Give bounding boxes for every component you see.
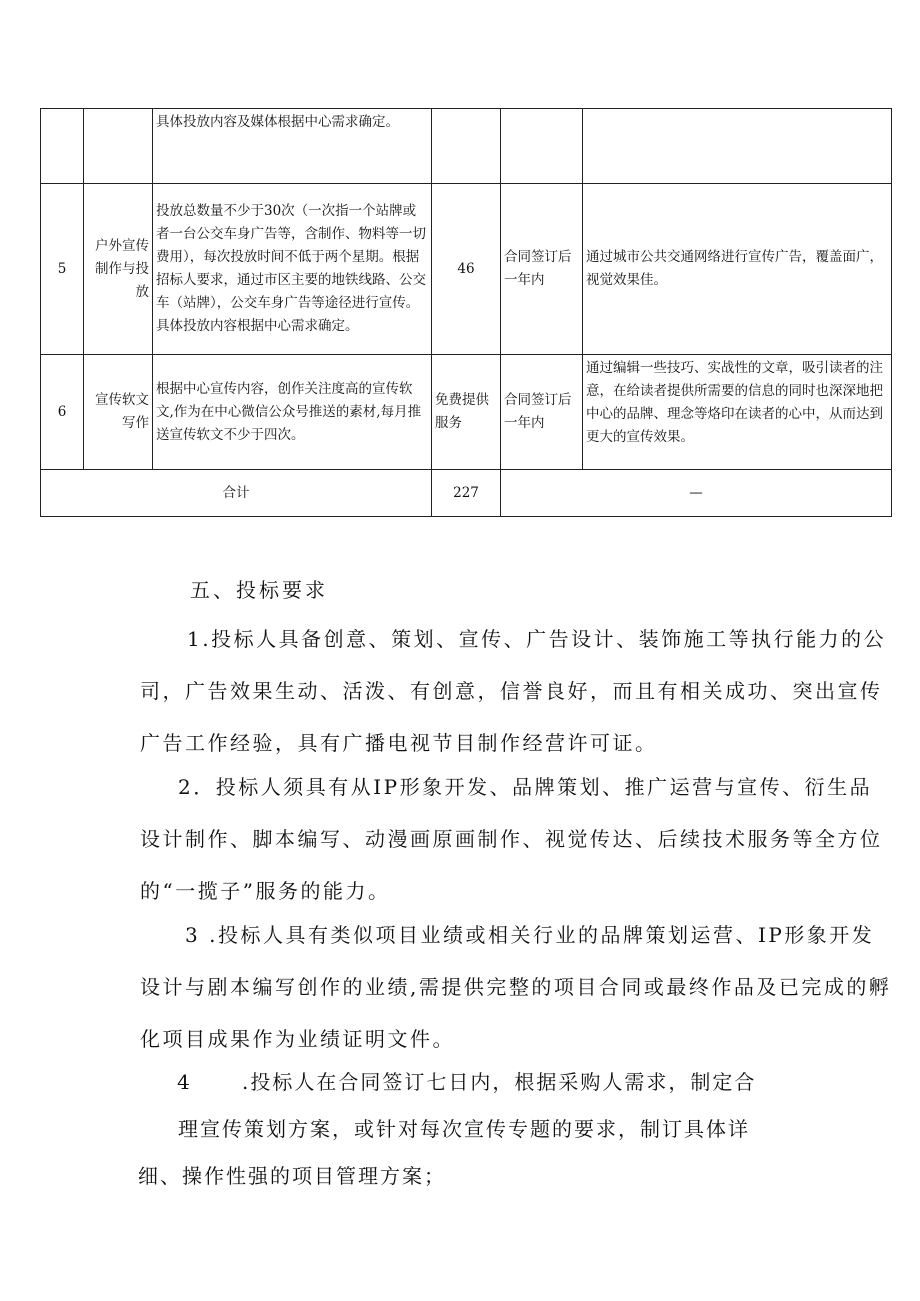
cell-no xyxy=(41,109,84,184)
cell-item xyxy=(84,109,153,184)
section-heading: 五、投标要求 xyxy=(190,578,328,602)
total-label: 合计 xyxy=(41,470,432,517)
total-amount: 227 xyxy=(432,470,501,517)
cell-effect: 通过编辑一些技巧、实战性的文章，吸引读者的注意，在给读者提供所需要的信息的同时也深深地把中心的品牌、理念等烙印在读者的心中，从而达到更大的宣传效果。 xyxy=(583,355,892,470)
requirement-4-line-2: 理宣传策划方案，或针对每次宣传专题的要求，制订具体详 xyxy=(178,1117,750,1141)
total-remark: — xyxy=(501,470,892,517)
requirement-paragraph-1: 1.投标人具备创意、策划、宣传、广告设计、装饰施工等执行能力的公司，广告效果生动、活泼、有创意，信誉良好，而且有相关成功、突出宣传广告工作经验，具有广播电视节目制作经营许可证。 xyxy=(140,627,887,755)
cell-no: 5 xyxy=(41,184,84,355)
requirement-4-line-1: .投标人在合同签订七日内，根据采购人需求，制定合 xyxy=(242,1070,757,1094)
cell-amount: 46 xyxy=(432,184,501,355)
cell-amount xyxy=(432,109,501,184)
cell-effect: 通过城市公共交通网络进行宣传广告，覆盖面广，视觉效果佳。 xyxy=(583,184,892,355)
table-total-row xyxy=(41,470,892,517)
requirement-paragraph-2: 2．投标人须具有从IP形象开发、品牌策划、推广运营与宣传、衍生品设计制作、脚本编写、动漫画原画制作、视觉传达、后续技术服务等全方位的“一揽子”服务的能力。 xyxy=(140,775,883,903)
cell-content: 根据中心宣传内容，创作关注度高的宣传软文,作为在中心微信公众号推送的素材,每月推送宣传软文不少于四次。 xyxy=(153,355,432,470)
cell-effect xyxy=(583,109,892,184)
table-row xyxy=(41,184,892,355)
cell-item: 宣传软文写作 xyxy=(84,355,153,470)
cell-period: 合同签订后一年内 xyxy=(501,355,583,470)
requirement-4-line-3: 细、操作性强的项目管理方案； xyxy=(138,1164,446,1188)
cell-content: 具体投放内容及媒体根据中心需求确定。 xyxy=(153,109,432,184)
cell-item: 户外宣传制作与投放 xyxy=(84,184,153,355)
cell-no: 6 xyxy=(41,355,84,470)
table-row xyxy=(41,109,892,184)
requirement-paragraph-3: 3 .投标人具有类似项目业绩或相关行业的品牌策划运营、IP形象开发设计与剧本编写创作的业绩,需提供完整的项目合同或最终作品及已完成的孵化项目成果作为业绩证明文件。 xyxy=(140,923,892,1051)
cell-content: 投放总数量不少于30次（一次指一个站牌或者一台公交车身广告等，含制作、物料等一切费用），每次投放时间不低于两个星期。根据招标人要求，通过市区主要的地铁线路、公交车（站牌），公交车身广告等途径进行宣传。具体投放内容根据中心需求确定。 xyxy=(153,184,432,355)
cell-amount: 免费提供服务 xyxy=(432,355,501,470)
table-row xyxy=(41,355,892,470)
service-table xyxy=(40,108,892,517)
cell-period: 合同签订后一年内 xyxy=(501,184,583,355)
requirement-4-number: 4 xyxy=(177,1070,192,1094)
cell-period xyxy=(501,109,583,184)
